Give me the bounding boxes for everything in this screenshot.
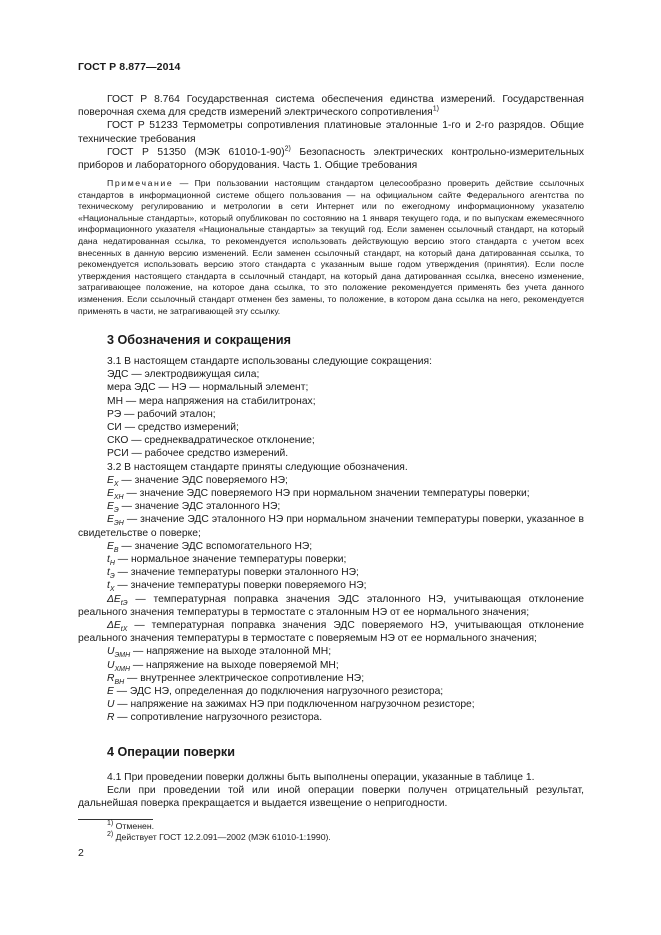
symbol-item: $E_X$ — значение ЭДС поверяемого НЭ; (107, 474, 288, 488)
symbol-item: $\Delta E_{tX}$ — температурная поправка значения ЭДС поверяемого НЭ, учитывающая отклонение реального значения температуры в термостате с поверяемым НЭ от ее нормального значения; (78, 620, 584, 645)
symbols-intro: 3.2 В настоящем стандарте приняты следующие обозначения. (107, 461, 408, 473)
symbol-item: $E_Э$ — значение ЭДС эталонного НЭ; (107, 501, 281, 515)
footnote-item: $^{2)}$ Действует ГОСТ 12.2.091—2002 (МЭК 61010-1:1990). (107, 831, 331, 843)
section-4-title: 4 Операции поверки (107, 745, 235, 759)
symbol-item: E — ЭДС НЭ, определенная до подключения нагрузочного резистора; (107, 686, 444, 698)
abbr-item: ЭДС — электродвижущая сила; (107, 369, 260, 381)
page-number: 2 (78, 847, 84, 859)
symbol-item: $\Delta E_{tЭ}$ — температурная поправка значения ЭДС эталонного НЭ, учитывающая отклонение реального значения температуры в термостате с эталонным НЭ от ее нормального значения; (78, 593, 584, 618)
abbr-item: МН — мера напряжения на стабилитронах; (107, 395, 316, 407)
normative-references (78, 93, 584, 172)
abbr-item: СКО — среднеквадратическое отклонение; (107, 435, 315, 447)
symbol-item: U — напряжение на зажимах НЭ при подключенном нагрузочном резисторе; (107, 699, 475, 711)
abbr-item: РЭ — рабочий эталон; (107, 408, 216, 420)
abbr-intro: 3.1 В настоящем стандарте использованы следующие сокращения: (107, 356, 432, 367)
section-3-title: 3 Обозначения и сокращения (107, 333, 291, 347)
symbol-item: $E_{ЭH}$ — значение ЭДС эталонного НЭ при нормальном значении температуры поверки, указанное в свидетельстве о поверке; (78, 514, 584, 539)
reference-item: ГОСТ Р 51233 Термометры сопротивления платиновые эталонные 1-го и 2-го разрядов. Общие технические требования (78, 120, 584, 145)
symbol-item: $t_Э$ — значение температуры поверки эталонного НЭ; (107, 567, 359, 581)
symbol-item: $U_{XМН}$ — напряжение на выходе поверяемой МН; (107, 659, 339, 673)
symbol-item: $E_B$ — значение ЭДС вспомогательного НЭ; (107, 540, 313, 554)
section-4-paragraph: 4.1 При проведении поверки должны быть выполнены операции, указанные в таблице 1. (107, 772, 535, 783)
reference-item: ГОСТ Р 8.764 Государственная система обеспечения единства измерений. Государственная поверочная схема для средств измерений электрического сопротивления$^{1)}$ (78, 94, 584, 119)
section-3-body (78, 355, 584, 725)
footnote-item: $^{1)}$ Отменен. (107, 820, 155, 831)
symbol-item: R — сопротивление нагрузочного резистора. (107, 712, 323, 724)
document-header: ГОСТ Р 8.877—2014 (78, 61, 181, 73)
footnotes (78, 821, 584, 844)
abbr-item: РСИ — рабочее средство измерений. (107, 448, 289, 460)
symbol-item: $U_{ЭМН}$ — напряжение на выходе эталонной МН; (107, 646, 332, 660)
symbol-item: $t_X$ — значение температуры поверки поверяемого НЭ; (107, 580, 367, 594)
section-4-body (78, 771, 584, 811)
symbol-item: $R_{BH}$ — внутреннее электрическое сопротивление НЭ; (107, 672, 365, 686)
abbr-item: мера ЭДС — НЭ — нормальный элемент; (107, 382, 309, 394)
symbol-item: $E_{XH}$ — значение ЭДС поверяемого НЭ при нормальном значении температуры поверки; (107, 488, 530, 502)
footnote-separator (78, 819, 153, 820)
reference-item: ГОСТ Р 51350 (МЭК 61010-1-90)$^{2)}$ Безопасность электрических контрольно-измерительных приборов и лабораторного оборудования. Часть 1. Общие требования (78, 145, 585, 172)
note-text: Примечание — При пользовании настоящим стандартом целесообразно проверить действие ссылочных стандартов в информационной системе общего пользования — на официальном сайте Федерального агентства по техническому регулированию и метрологии в сети Интернет или по ежегодному информационному указателю «Национальные стандарты», который опубликован по состоянию на 1 января текущего года, и по выпускам ежемесячного информационного указателя «Национальные стандарты» за текущий год. Если заменен ссылочный стандарт, на который дана недатированная ссылка, то рекомендуется использовать действующую версию этого стандарта с учетом всех внесенных в данную версию изменений. Если заменен ссылочный стандарт, на который дана датированная ссылка, то рекомендуется использовать версию этого стандарта с указанным выше годом утверждения (принятия). Если после утверждения настоящего стандарта в ссылочный стандарт, на который дана датированная ссылка, внесено изменение, затрагивающее положение, на которое дана ссылка, то это положение рекомендуется применять без учета данного изменения. Если ссылочный стандарт отменен без замены, то положение, в котором дана ссылка на него, рекомендуется применять в части, не затрагивающей эту ссылку. (78, 178, 584, 316)
abbr-item: СИ — средство измерений; (107, 422, 239, 434)
note (78, 178, 584, 317)
note-label: Примечание (107, 178, 174, 188)
section-4-paragraph: Если при проведении той или иной операции поверки получен отрицательный результат, дальнейшая поверка прекращается и выдается извещение о непригодности. (78, 785, 584, 810)
symbol-item: $t_H$ — нормальное значение температуры поверки; (107, 554, 347, 568)
